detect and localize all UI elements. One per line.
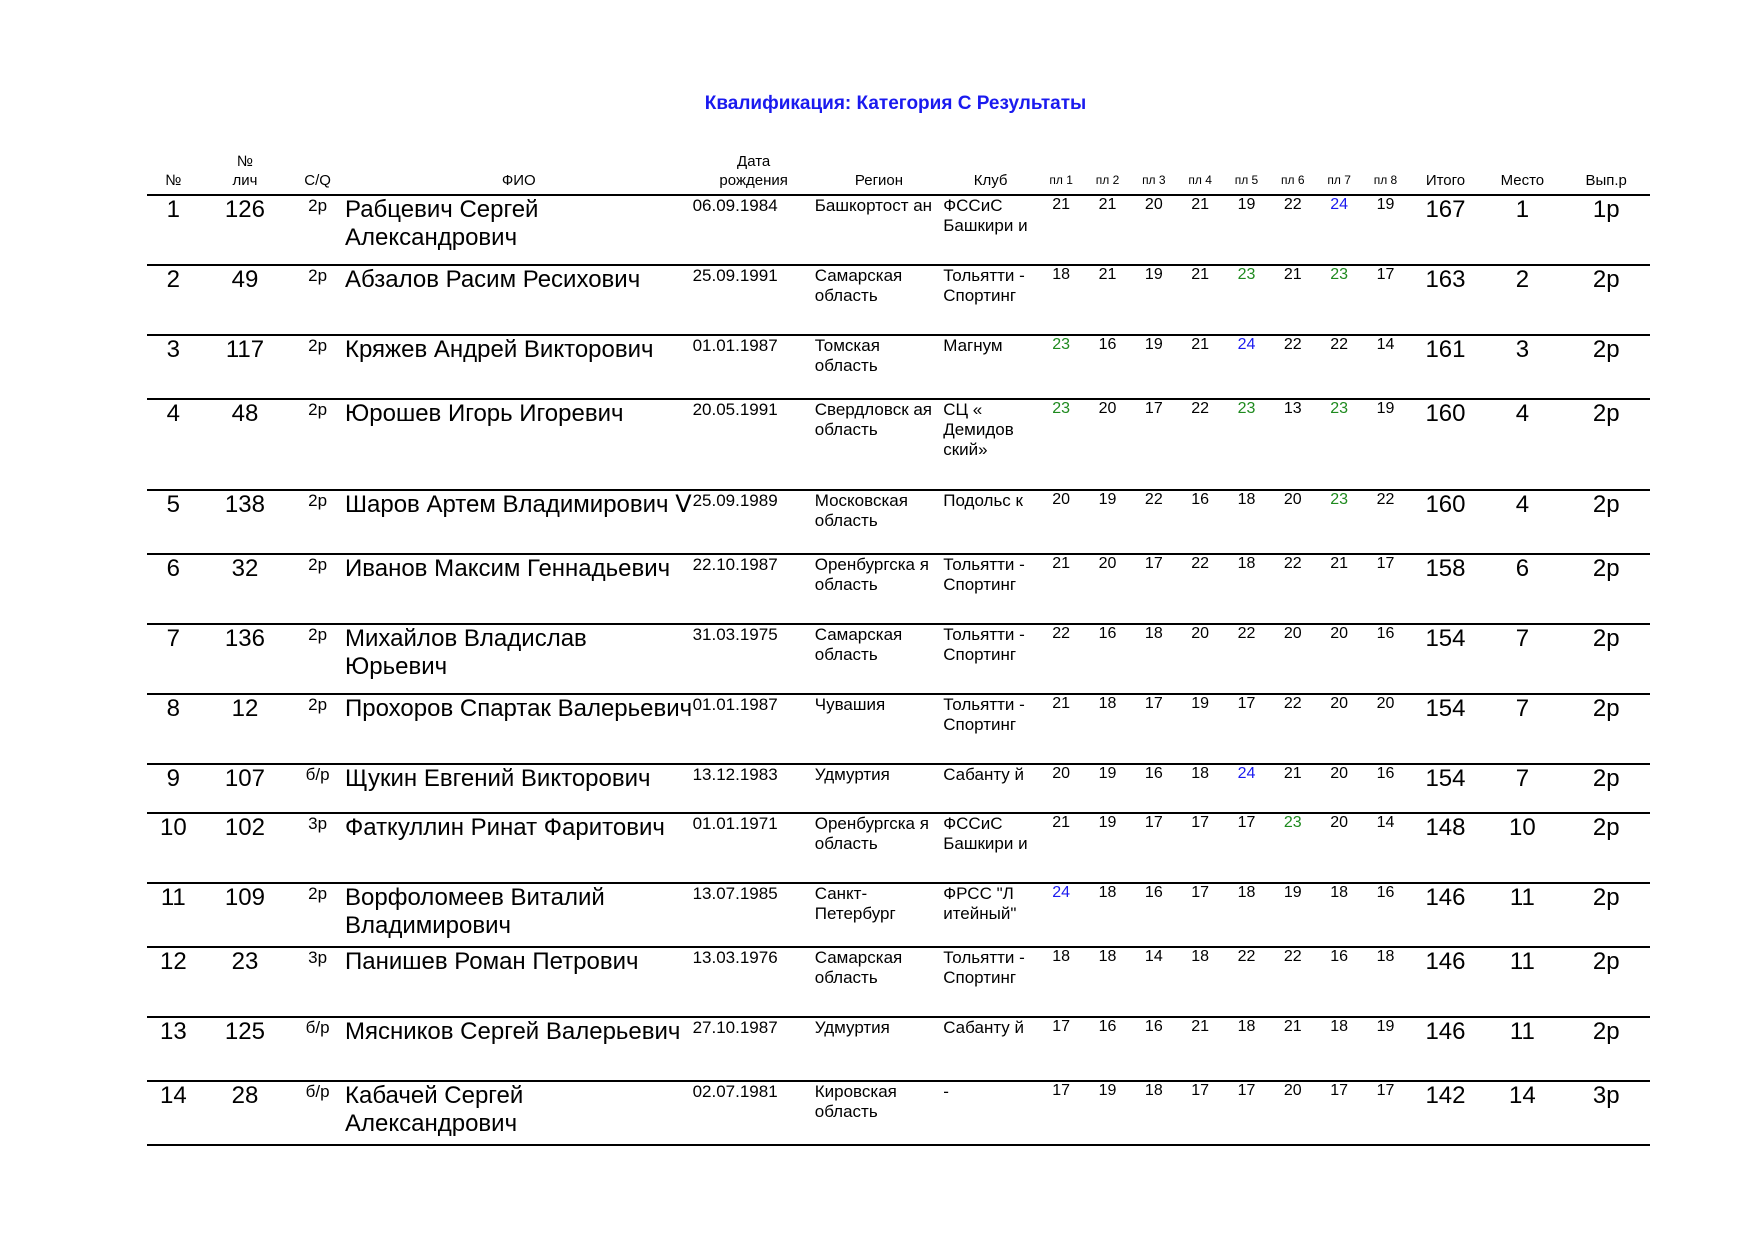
row-score: 21 [1084, 265, 1130, 335]
row-score: 16 [1084, 624, 1130, 694]
row-score: 19 [1084, 764, 1130, 813]
row-bib: 136 [200, 624, 291, 694]
row-rank: 2р [1562, 813, 1650, 883]
header-row [147, 145, 1650, 195]
row-region: Свердловск ая область [815, 399, 943, 490]
row-club: Тольятти - Спортинг [943, 624, 1038, 694]
row-number: 14 [147, 1081, 200, 1145]
row-total: 158 [1409, 554, 1483, 624]
row-birthdate: 13.12.1983 [693, 764, 815, 813]
row-score: 19 [1362, 399, 1408, 490]
row-score: 14 [1362, 335, 1408, 399]
row-score: 17 [1362, 1081, 1408, 1145]
row-category: 2р [290, 554, 345, 624]
row-total: 146 [1409, 883, 1483, 947]
header-platform: пл 3 [1142, 173, 1166, 187]
row-number: 3 [147, 335, 200, 399]
row-score: 20 [1131, 195, 1177, 265]
row-score: 17 [1131, 554, 1177, 624]
row-score: 19 [1223, 195, 1269, 265]
row-bib: 102 [200, 813, 291, 883]
row-region: Удмуртия [815, 764, 943, 813]
row-region: Томская область [815, 335, 943, 399]
row-score: 18 [1223, 490, 1269, 554]
row-bib: 49 [200, 265, 291, 335]
row-birthdate: 22.10.1987 [693, 554, 815, 624]
row-score: 21 [1084, 195, 1130, 265]
row-score: 16 [1362, 764, 1408, 813]
row-name: Рабцевич Сергей Александрович [345, 195, 693, 265]
table-row [147, 624, 1650, 694]
row-score: 14 [1362, 813, 1408, 883]
row-name: Шаров Артем Владимирович ᐯ [345, 490, 693, 554]
row-score: 18 [1038, 265, 1084, 335]
row-score: 20 [1084, 554, 1130, 624]
row-bib: 117 [200, 335, 291, 399]
row-name: Кряжев Андрей Викторович [345, 335, 693, 399]
row-club: ФССиС Башкири и [943, 195, 1038, 265]
row-place: 11 [1482, 883, 1562, 947]
row-region: Кировская область [815, 1081, 943, 1145]
row-number: 4 [147, 399, 200, 490]
row-number: 10 [147, 813, 200, 883]
row-bib: 12 [200, 694, 291, 764]
row-region: Самарская область [815, 265, 943, 335]
row-place: 7 [1482, 694, 1562, 764]
row-score: 21 [1177, 1017, 1223, 1081]
header-total: Итого [1425, 172, 1466, 189]
header-num: № [165, 172, 182, 189]
page-title: Квалификация: Категория С Результаты [704, 93, 1087, 114]
row-club: ФРСС "Л итейный" [943, 883, 1038, 947]
table-row [147, 399, 1650, 490]
header-platform: пл 8 [1373, 173, 1398, 187]
row-name: Кабачей Сергей Александрович [345, 1081, 693, 1145]
row-category: б/р [290, 1081, 345, 1145]
row-score: 18 [1177, 764, 1223, 813]
row-score: 18 [1084, 694, 1130, 764]
row-score: 21 [1316, 554, 1362, 624]
row-place: 14 [1482, 1081, 1562, 1145]
table-row [147, 947, 1650, 1017]
row-name: Михайлов Владислав Юрьевич [345, 624, 693, 694]
row-rank: 2р [1562, 883, 1650, 947]
row-birthdate: 01.01.1987 [693, 694, 815, 764]
row-score: 21 [1270, 1017, 1316, 1081]
row-score: 18 [1084, 947, 1130, 1017]
table-row [147, 195, 1650, 265]
header-dob-bottom: рождения [719, 172, 788, 189]
row-place: 11 [1482, 947, 1562, 1017]
header-dob [693, 145, 815, 195]
row-score: 19 [1131, 265, 1177, 335]
row-score: 19 [1270, 883, 1316, 947]
row-category: 2р [290, 883, 345, 947]
row-score: 22 [1270, 947, 1316, 1017]
row-number: 8 [147, 694, 200, 764]
row-score: 18 [1131, 1081, 1177, 1145]
row-number: 1 [147, 195, 200, 265]
row-bib: 107 [200, 764, 291, 813]
row-total: 148 [1409, 813, 1483, 883]
row-score: 23 [1316, 490, 1362, 554]
row-region: Санкт- Петербург [815, 883, 943, 947]
row-score: 22 [1038, 624, 1084, 694]
table-row [147, 335, 1650, 399]
row-club: Сабанту й [943, 1017, 1038, 1081]
row-place: 1 [1482, 195, 1562, 265]
row-region: Самарская область [815, 624, 943, 694]
row-score: 18 [1223, 1017, 1269, 1081]
row-score: 20 [1084, 399, 1130, 490]
row-score: 24 [1038, 883, 1084, 947]
row-score: 20 [1038, 490, 1084, 554]
row-score: 20 [1362, 694, 1408, 764]
row-score: 21 [1038, 813, 1084, 883]
row-rank: 1р [1562, 195, 1650, 265]
row-club: Тольятти - Спортинг [943, 947, 1038, 1017]
row-score: 20 [1316, 813, 1362, 883]
row-score: 23 [1038, 335, 1084, 399]
row-score: 17 [1131, 399, 1177, 490]
row-score: 23 [1038, 399, 1084, 490]
row-number: 11 [147, 883, 200, 947]
row-rank: 2р [1562, 694, 1650, 764]
row-score: 24 [1316, 195, 1362, 265]
row-region: Оренбургска я область [815, 554, 943, 624]
row-category: б/р [290, 1017, 345, 1081]
row-bib: 126 [200, 195, 291, 265]
row-total: 154 [1409, 624, 1483, 694]
row-score: 19 [1084, 813, 1130, 883]
row-birthdate: 13.03.1976 [693, 947, 815, 1017]
row-bib: 32 [200, 554, 291, 624]
row-score: 20 [1177, 624, 1223, 694]
table-row [147, 883, 1650, 947]
row-score: 21 [1177, 195, 1223, 265]
row-score: 18 [1131, 624, 1177, 694]
row-score: 16 [1177, 490, 1223, 554]
row-category: 2р [290, 694, 345, 764]
row-score: 19 [1131, 335, 1177, 399]
row-total: 160 [1409, 399, 1483, 490]
row-name: Щукин Евгений Викторович [345, 764, 693, 813]
row-score: 20 [1270, 490, 1316, 554]
row-score: 22 [1223, 947, 1269, 1017]
row-score: 13 [1270, 399, 1316, 490]
table-row [147, 1017, 1650, 1081]
results-table [147, 145, 1650, 1146]
row-bib: 109 [200, 883, 291, 947]
row-number: 7 [147, 624, 200, 694]
row-score: 16 [1362, 624, 1408, 694]
row-region: Удмуртия [815, 1017, 943, 1081]
row-birthdate: 01.01.1971 [693, 813, 815, 883]
row-birthdate: 20.05.1991 [693, 399, 815, 490]
row-score: 14 [1131, 947, 1177, 1017]
row-score: 22 [1177, 554, 1223, 624]
row-score: 17 [1177, 813, 1223, 883]
row-score: 23 [1223, 265, 1269, 335]
row-category: 3р [290, 947, 345, 1017]
row-bib: 23 [200, 947, 291, 1017]
row-number: 6 [147, 554, 200, 624]
row-score: 23 [1316, 399, 1362, 490]
header-platform: пл 2 [1095, 173, 1120, 187]
row-score: 23 [1316, 265, 1362, 335]
row-score: 22 [1316, 335, 1362, 399]
row-score: 18 [1223, 554, 1269, 624]
row-total: 161 [1409, 335, 1483, 399]
row-club: ФССиС Башкири и [943, 813, 1038, 883]
row-bib: 138 [200, 490, 291, 554]
row-club: Подольс к [943, 490, 1038, 554]
row-score: 19 [1362, 1017, 1408, 1081]
row-category: 3р [290, 813, 345, 883]
row-score: 19 [1362, 195, 1408, 265]
row-category: 2р [290, 624, 345, 694]
row-region: Самарская область [815, 947, 943, 1017]
row-rank: 3р [1562, 1081, 1650, 1145]
row-score: 22 [1270, 335, 1316, 399]
row-score: 20 [1316, 764, 1362, 813]
row-score: 21 [1177, 335, 1223, 399]
row-score: 17 [1223, 1081, 1269, 1145]
row-score: 16 [1084, 1017, 1130, 1081]
table-row [147, 1081, 1650, 1145]
row-region: Чувашия [815, 694, 943, 764]
row-total: 167 [1409, 195, 1483, 265]
header-club: Клуб [973, 172, 1008, 189]
table-row [147, 764, 1650, 813]
row-score: 22 [1270, 694, 1316, 764]
row-score: 18 [1177, 947, 1223, 1017]
row-birthdate: 25.09.1989 [693, 490, 815, 554]
row-place: 2 [1482, 265, 1562, 335]
row-score: 21 [1177, 265, 1223, 335]
row-region: Башкортост ан [815, 195, 943, 265]
row-total: 154 [1409, 694, 1483, 764]
row-number: 12 [147, 947, 200, 1017]
row-category: 2р [290, 195, 345, 265]
row-total: 154 [1409, 764, 1483, 813]
row-category: б/р [290, 764, 345, 813]
row-score: 19 [1177, 694, 1223, 764]
table-row [147, 265, 1650, 335]
row-score: 17 [1362, 554, 1408, 624]
row-bib: 125 [200, 1017, 291, 1081]
row-club: Магнум [943, 335, 1038, 399]
header-cq: С/Q [304, 172, 331, 189]
row-score: 18 [1316, 883, 1362, 947]
row-score: 20 [1316, 694, 1362, 764]
row-place: 11 [1482, 1017, 1562, 1081]
row-score: 22 [1223, 624, 1269, 694]
row-rank: 2р [1562, 490, 1650, 554]
row-birthdate: 31.03.1975 [693, 624, 815, 694]
row-score: 20 [1270, 624, 1316, 694]
row-score: 22 [1362, 490, 1408, 554]
header-platform: пл 5 [1234, 173, 1259, 187]
row-place: 4 [1482, 399, 1562, 490]
header-platform: пл 6 [1281, 173, 1305, 187]
row-place: 7 [1482, 624, 1562, 694]
row-birthdate: 13.07.1985 [693, 883, 815, 947]
header-platform: пл 4 [1188, 173, 1212, 187]
row-name: Иванов Максим Геннадьевич [345, 554, 693, 624]
row-score: 20 [1038, 764, 1084, 813]
header-dob-top: Дата [737, 153, 771, 170]
row-score: 16 [1131, 764, 1177, 813]
row-score: 24 [1223, 335, 1269, 399]
header-region: Регион [854, 172, 904, 189]
row-score: 22 [1270, 554, 1316, 624]
row-number: 2 [147, 265, 200, 335]
row-rank: 2р [1562, 947, 1650, 1017]
row-score: 18 [1084, 883, 1130, 947]
row-score: 17 [1362, 265, 1408, 335]
row-place: 3 [1482, 335, 1562, 399]
row-place: 7 [1482, 764, 1562, 813]
table-row [147, 554, 1650, 624]
header-platform: пл 7 [1327, 173, 1351, 187]
row-score: 23 [1223, 399, 1269, 490]
row-name: Юрошев Игорь Игоревич [345, 399, 693, 490]
row-club: - [943, 1081, 1038, 1145]
row-score: 16 [1084, 335, 1130, 399]
row-club: Сабанту й [943, 764, 1038, 813]
table-row [147, 694, 1650, 764]
header-bib-bottom: лич [232, 172, 258, 189]
row-score: 23 [1270, 813, 1316, 883]
row-total: 163 [1409, 265, 1483, 335]
row-region: Оренбургска я область [815, 813, 943, 883]
row-place: 10 [1482, 813, 1562, 883]
row-total: 146 [1409, 1017, 1483, 1081]
row-score: 21 [1038, 554, 1084, 624]
row-rank: 2р [1562, 399, 1650, 490]
header-place: Место [1500, 172, 1545, 189]
row-region: Московская область [815, 490, 943, 554]
row-score: 20 [1270, 1081, 1316, 1145]
row-bib: 48 [200, 399, 291, 490]
row-rank: 2р [1562, 554, 1650, 624]
row-score: 16 [1316, 947, 1362, 1017]
row-rank: 2р [1562, 624, 1650, 694]
row-score: 17 [1038, 1081, 1084, 1145]
row-score: 16 [1131, 883, 1177, 947]
row-birthdate: 25.09.1991 [693, 265, 815, 335]
row-score: 17 [1223, 694, 1269, 764]
row-name: Мясников Сергей Валерьевич [345, 1017, 693, 1081]
row-total: 160 [1409, 490, 1483, 554]
header-bib-top: № [236, 153, 253, 170]
row-place: 6 [1482, 554, 1562, 624]
row-score: 24 [1223, 764, 1269, 813]
row-score: 17 [1177, 1081, 1223, 1145]
row-bib: 28 [200, 1081, 291, 1145]
header-platform: пл 1 [1049, 173, 1073, 187]
row-birthdate: 06.09.1984 [693, 195, 815, 265]
row-category: 2р [290, 490, 345, 554]
row-rank: 2р [1562, 764, 1650, 813]
row-number: 13 [147, 1017, 200, 1081]
row-score: 19 [1084, 1081, 1130, 1145]
row-name: Панишев Роман Петрович [345, 947, 693, 1017]
row-score: 16 [1131, 1017, 1177, 1081]
row-score: 17 [1316, 1081, 1362, 1145]
row-rank: 2р [1562, 335, 1650, 399]
row-score: 20 [1316, 624, 1362, 694]
row-total: 142 [1409, 1081, 1483, 1145]
row-score: 17 [1223, 813, 1269, 883]
row-rank: 2р [1562, 265, 1650, 335]
row-score: 21 [1038, 694, 1084, 764]
row-score: 17 [1131, 694, 1177, 764]
row-name: Фаткуллин Ринат Фаритович [345, 813, 693, 883]
row-score: 22 [1270, 195, 1316, 265]
row-rank: 2р [1562, 1017, 1650, 1081]
row-score: 18 [1223, 883, 1269, 947]
row-score: 17 [1131, 813, 1177, 883]
row-score: 18 [1316, 1017, 1362, 1081]
row-score: 17 [1177, 883, 1223, 947]
row-score: 16 [1362, 883, 1408, 947]
row-total: 146 [1409, 947, 1483, 1017]
row-score: 21 [1270, 265, 1316, 335]
row-birthdate: 27.10.1987 [693, 1017, 815, 1081]
header-bib [200, 145, 291, 195]
header-rank: Вып.р [1585, 172, 1627, 189]
row-score: 19 [1084, 490, 1130, 554]
row-birthdate: 02.07.1981 [693, 1081, 815, 1145]
table-row [147, 490, 1650, 554]
row-score: 18 [1362, 947, 1408, 1017]
row-birthdate: 01.01.1987 [693, 335, 815, 399]
table-row [147, 813, 1650, 883]
row-place: 4 [1482, 490, 1562, 554]
row-score: 17 [1038, 1017, 1084, 1081]
row-score: 18 [1038, 947, 1084, 1017]
row-number: 9 [147, 764, 200, 813]
row-club: Тольятти - Спортинг [943, 554, 1038, 624]
row-name: Абзалов Расим Ресихович [345, 265, 693, 335]
row-club: Тольятти - Спортинг [943, 265, 1038, 335]
row-category: 2р [290, 265, 345, 335]
row-score: 21 [1270, 764, 1316, 813]
row-score: 22 [1131, 490, 1177, 554]
row-category: 2р [290, 335, 345, 399]
row-club: Тольятти - Спортинг [943, 694, 1038, 764]
row-number: 5 [147, 490, 200, 554]
row-club: СЦ « Демидов ский» [943, 399, 1038, 490]
row-category: 2р [290, 399, 345, 490]
row-score: 22 [1177, 399, 1223, 490]
header-fio: ФИО [501, 172, 536, 189]
row-name: Ворфоломеев Виталий Владимирович [345, 883, 693, 947]
row-score: 21 [1038, 195, 1084, 265]
row-name: Прохоров Спартак Валерьевич [345, 694, 693, 764]
